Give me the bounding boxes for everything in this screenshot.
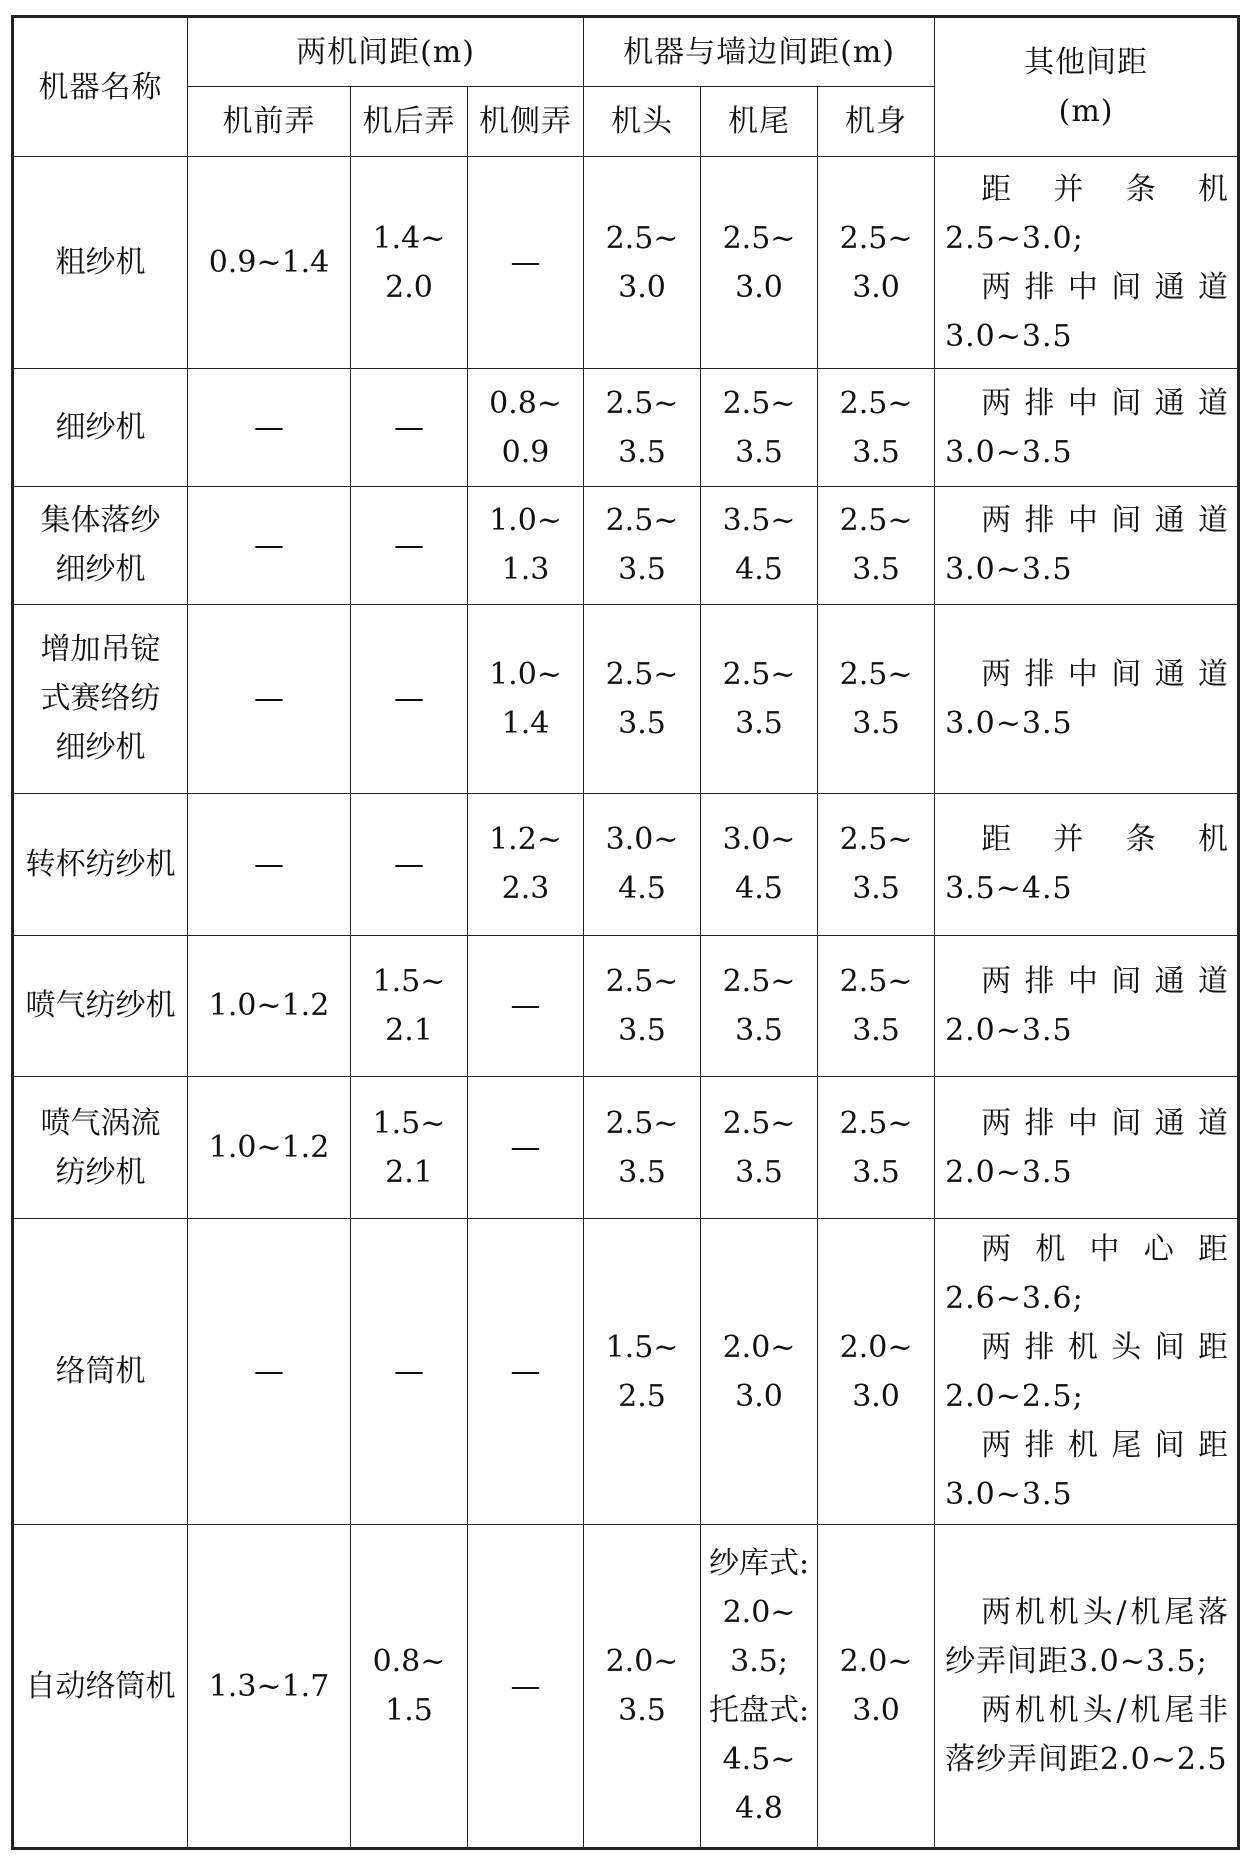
head-wall-cell: 2.5~ 3.5	[584, 369, 701, 487]
front-aisle-cell: 1.0~1.2	[188, 1077, 351, 1219]
header-tail: 机尾	[701, 87, 818, 157]
table-row	[13, 369, 1239, 487]
table-row	[13, 486, 1239, 604]
other-spacing-text: 两排中间通道3.0~3.5	[945, 656, 1230, 741]
head-wall-cell: 2.5~ 3.5	[584, 604, 701, 793]
other-spacing-text: 两排中间通道3.0~3.5	[945, 269, 1230, 354]
other-spacing-cell	[935, 486, 1239, 604]
other-spacing-cell	[935, 1219, 1239, 1525]
header-other-spacing: 其他间距 (m)	[935, 17, 1239, 157]
tail-wall-cell: 3.0~ 4.5	[701, 793, 818, 935]
side-aisle-cell: —	[468, 1077, 584, 1219]
rear-aisle-cell: 0.8~ 1.5	[351, 1525, 468, 1849]
rear-aisle-cell: —	[351, 1219, 468, 1525]
body-wall-cell: 2.5~ 3.5	[818, 793, 935, 935]
machine-name-cell: 粗纱机	[13, 157, 188, 369]
rear-aisle-cell: 1.5~ 2.1	[351, 1077, 468, 1219]
body-wall-cell: 2.5~ 3.0	[818, 157, 935, 369]
head-wall-cell: 2.5~ 3.5	[584, 486, 701, 604]
front-aisle-cell: —	[188, 486, 351, 604]
body-wall-cell: 2.5~ 3.5	[818, 935, 935, 1077]
rear-aisle-cell: —	[351, 486, 468, 604]
head-wall-cell: 2.5~ 3.5	[584, 935, 701, 1077]
other-spacing-text: 两排机尾间距3.0~3.5	[945, 1427, 1230, 1512]
header-rear-aisle: 机后弄	[351, 87, 468, 157]
other-spacing-text: 两排中间通道2.0~3.5	[945, 1105, 1230, 1190]
side-aisle-cell: —	[468, 1525, 584, 1849]
other-spacing-text: 两排中间通道2.0~3.5	[945, 963, 1230, 1048]
front-aisle-cell: —	[188, 604, 351, 793]
header-side-aisle: 机侧弄	[468, 87, 584, 157]
other-spacing-text: 两排机头间距2.0~2.5;	[945, 1329, 1230, 1414]
other-spacing-cell	[935, 935, 1239, 1077]
table-row	[13, 793, 1239, 935]
machine-name-cell: 喷气涡流 纺纱机	[13, 1077, 188, 1219]
machine-name-cell: 增加吊锭 式赛络纺 细纱机	[13, 604, 188, 793]
side-aisle-cell: —	[468, 157, 584, 369]
front-aisle-cell: —	[188, 1219, 351, 1525]
other-spacing-cell	[935, 157, 1239, 369]
machine-spacing-table	[11, 15, 1240, 1850]
header-head: 机头	[584, 87, 701, 157]
side-aisle-cell: 1.0~ 1.3	[468, 486, 584, 604]
body-wall-cell: 2.5~ 3.5	[818, 604, 935, 793]
rear-aisle-cell: —	[351, 793, 468, 935]
header-body: 机身	[818, 87, 935, 157]
tail-wall-cell: 2.5~ 3.5	[701, 1077, 818, 1219]
table-row	[13, 1525, 1239, 1849]
side-aisle-cell: 0.8~ 0.9	[468, 369, 584, 487]
header-machine-to-wall: 机器与墙边间距(m)	[584, 17, 935, 87]
tail-wall-cell: 2.5~ 3.5	[701, 604, 818, 793]
table-row	[13, 1077, 1239, 1219]
other-spacing-text: 两排中间通道3.0~3.5	[945, 503, 1230, 588]
table-row	[13, 604, 1239, 793]
machine-name-cell: 喷气纺纱机	[13, 935, 188, 1077]
front-aisle-cell: —	[188, 793, 351, 935]
body-wall-cell: 2.5~ 3.5	[818, 1077, 935, 1219]
header-machine-name: 机器名称	[13, 17, 188, 157]
machine-name-cell: 络筒机	[13, 1219, 188, 1525]
other-spacing-text: 两机中心距2.6~3.6;	[945, 1231, 1230, 1316]
tail-wall-cell: 纱库式: 2.0~ 3.5; 托盘式: 4.5~ 4.8	[701, 1525, 818, 1849]
head-wall-cell: 2.5~ 3.5	[584, 1077, 701, 1219]
header-front-aisle: 机前弄	[188, 87, 351, 157]
front-aisle-cell: —	[188, 369, 351, 487]
table-row	[13, 157, 1239, 369]
front-aisle-cell: 0.9~1.4	[188, 157, 351, 369]
tail-wall-cell: 2.5~ 3.0	[701, 157, 818, 369]
other-spacing-text: 距并条机3.5~4.5	[945, 822, 1230, 907]
other-spacing-cell	[935, 1525, 1239, 1849]
header-between-machines: 两机间距(m)	[188, 17, 584, 87]
side-aisle-cell: 1.0~ 1.4	[468, 604, 584, 793]
table-row	[13, 935, 1239, 1077]
body-wall-cell: 2.5~ 3.5	[818, 486, 935, 604]
head-wall-cell: 2.5~ 3.0	[584, 157, 701, 369]
head-wall-cell: 1.5~ 2.5	[584, 1219, 701, 1525]
rear-aisle-cell: 1.5~ 2.1	[351, 935, 468, 1077]
rear-aisle-cell: —	[351, 604, 468, 793]
head-wall-cell: 2.0~ 3.5	[584, 1525, 701, 1849]
table-row	[13, 1219, 1239, 1525]
other-spacing-cell	[935, 369, 1239, 487]
machine-name-cell: 集体落纱 细纱机	[13, 486, 188, 604]
rear-aisle-cell: —	[351, 369, 468, 487]
tail-wall-cell: 3.5~ 4.5	[701, 486, 818, 604]
machine-name-cell: 转杯纺纱机	[13, 793, 188, 935]
tail-wall-cell: 2.5~ 3.5	[701, 935, 818, 1077]
other-spacing-text: 两排中间通道3.0~3.5	[945, 385, 1230, 470]
side-aisle-cell: —	[468, 1219, 584, 1525]
other-spacing-text: 两机机头/机尾落纱弄间距3.0~3.5;	[945, 1595, 1230, 1679]
head-wall-cell: 3.0~ 4.5	[584, 793, 701, 935]
rear-aisle-cell: 1.4~ 2.0	[351, 157, 468, 369]
other-spacing-text: 两机机头/机尾非落纱弄间距2.0~2.5	[945, 1693, 1230, 1777]
tail-wall-cell: 2.5~ 3.5	[701, 369, 818, 487]
table-body	[13, 157, 1239, 1849]
other-spacing-cell	[935, 793, 1239, 935]
other-spacing-cell	[935, 1077, 1239, 1219]
machine-name-cell: 自动络筒机	[13, 1525, 188, 1849]
body-wall-cell: 2.0~ 3.0	[818, 1525, 935, 1849]
body-wall-cell: 2.5~ 3.5	[818, 369, 935, 487]
front-aisle-cell: 1.3~1.7	[188, 1525, 351, 1849]
other-spacing-cell	[935, 604, 1239, 793]
machine-name-cell: 细纱机	[13, 369, 188, 487]
side-aisle-cell: 1.2~ 2.3	[468, 793, 584, 935]
side-aisle-cell: —	[468, 935, 584, 1077]
tail-wall-cell: 2.0~ 3.0	[701, 1219, 818, 1525]
body-wall-cell: 2.0~ 3.0	[818, 1219, 935, 1525]
other-spacing-text: 距并条机2.5~3.0;	[945, 171, 1230, 256]
front-aisle-cell: 1.0~1.2	[188, 935, 351, 1077]
